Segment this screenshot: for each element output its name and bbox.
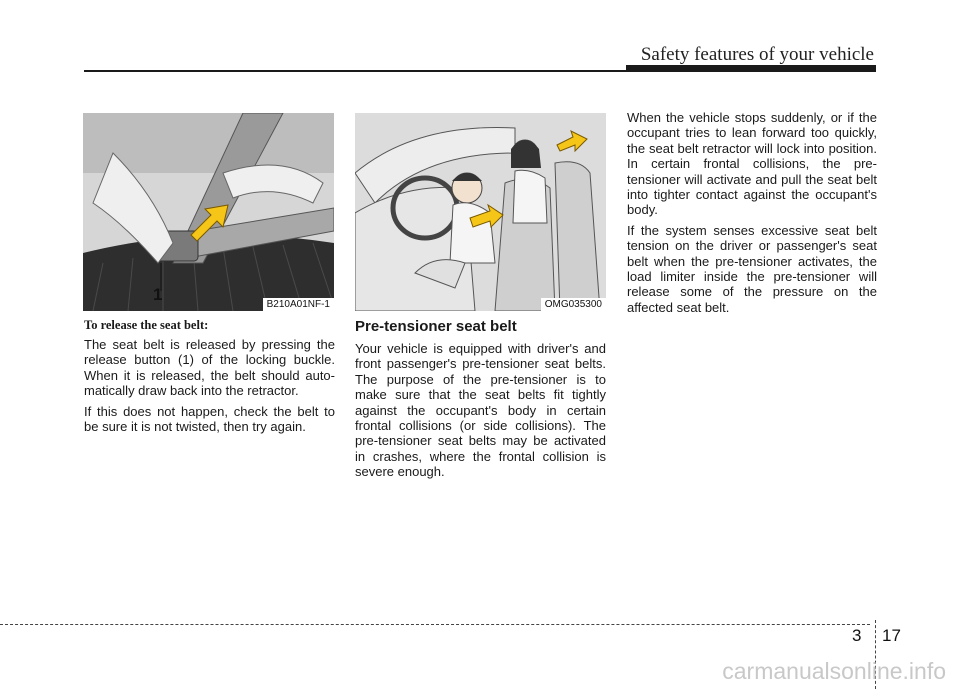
paragraph: If this does not happen, check the belt to be sure it is not twisted, then try again. xyxy=(84,403,335,435)
chapter-number: 3 xyxy=(852,626,862,645)
left-column xyxy=(84,318,335,439)
seat-belt-release-illustration xyxy=(83,113,334,311)
footer-rule xyxy=(0,624,870,625)
paragraph: When the vehicle stops suddenly, or if the occupant tries to lean forward too quickly, the seat belt retractor will lock into position. In certain frontal collisions, the pre-tensioner will activate and pull the seat belt into tighter contact against the occupant's body. xyxy=(627,110,877,218)
section-heading: Pre-tensioner seat belt xyxy=(355,318,517,335)
paragraph: If the system senses excessive seat belt tension on the driver or passenger's seat belt when the pre-tensioner activates, the load limiter inside the pre-tensioner will release some of the pressure on the affected seat belt. xyxy=(627,222,877,315)
paragraph: The seat belt is released by pressing the release button (1) of the locking buckle. When it is released, the belt should auto-matically draw back into the retractor. xyxy=(84,337,335,399)
page-number: 17 xyxy=(882,626,901,645)
seat-belt-release-figure xyxy=(83,113,334,311)
watermark: carmanualsonline.info xyxy=(722,658,946,684)
figure-code: OMG035300 xyxy=(541,298,606,311)
header-rule-accent xyxy=(626,65,876,71)
release-caption: To release the seat belt: xyxy=(84,318,209,332)
callout-number: 1 xyxy=(153,285,163,304)
middle-column xyxy=(355,318,606,485)
pre-tensioner-illustration xyxy=(355,113,606,311)
pre-tensioner-figure xyxy=(355,113,606,311)
figure-code: B210A01NF-1 xyxy=(263,298,334,311)
running-header: Safety features of your vehicle xyxy=(640,44,874,65)
right-column xyxy=(627,110,877,320)
paragraph: Your vehicle is equipped with driver's and front passenger's pre-tensioner seat belts. The purpose of the pre-tensioner is to make sure that the seat belts fit tightly against the occupant's body in certain frontal collisions (or side collisions). The pre-tensioner seat belts may be activated in crashes, where the frontal collision is severe enough. xyxy=(355,341,606,480)
